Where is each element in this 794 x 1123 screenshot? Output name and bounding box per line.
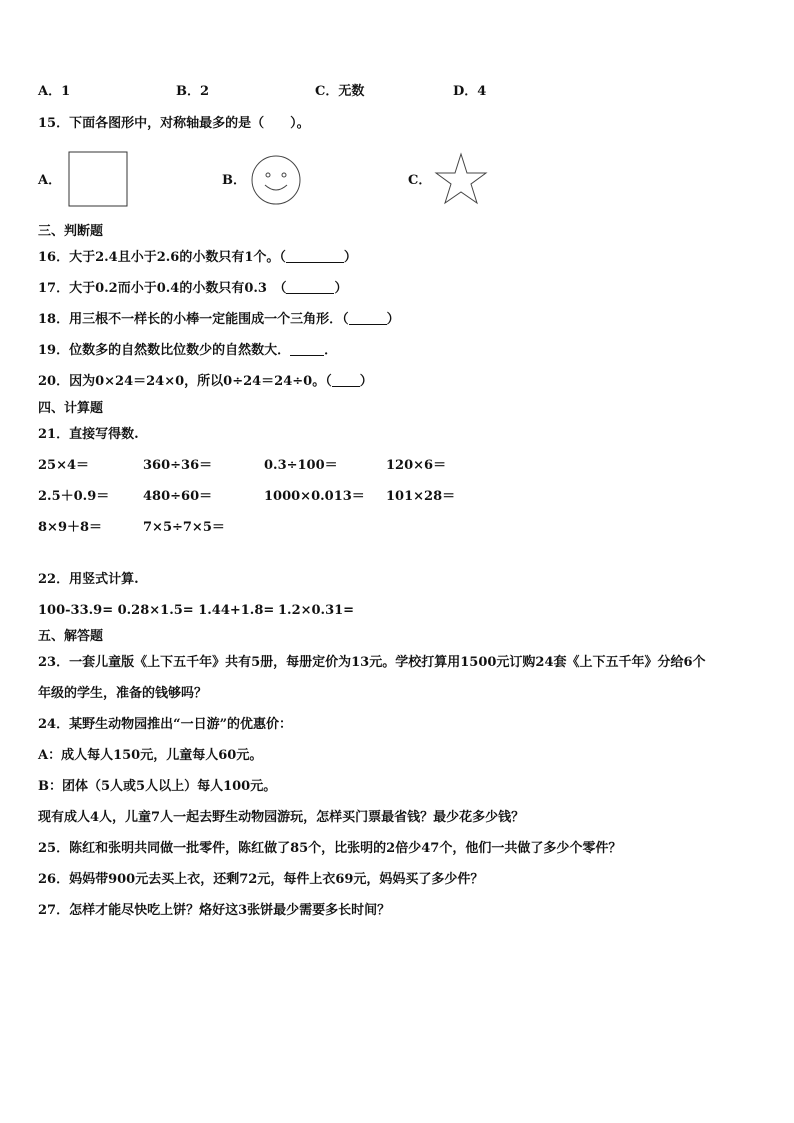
q17: 17．大于0.2而小于0.4的小数只有0.3 （ ） (38, 281, 348, 296)
q18-text: 18．用三根不一样长的小棒一定能围成一个三角形．（ (38, 312, 349, 327)
q15-label-a: A． (38, 173, 62, 188)
q21-r1-c1: 25×4＝ (38, 458, 90, 473)
q21-r2-c3: 1000×0.013＝ (264, 489, 365, 504)
q17-answer-blank[interactable] (286, 293, 334, 294)
q21-r2-c1: 2.5＋0.9＝ (38, 489, 110, 504)
smiley-face-figure (250, 154, 302, 206)
q19: 19．位数多的自然数比位数少的自然数大． ． (38, 343, 338, 358)
q21-r2-c2: 480÷60＝ (143, 489, 213, 504)
q24-option-a: A：成人每人150元，儿童每人60元。 (38, 748, 263, 763)
q14-option-a: A．1 (38, 84, 71, 99)
section-heading-true-false: 三、判断题 (38, 224, 104, 239)
q15-label-c: C． (408, 173, 432, 188)
q14-option-c: C．无数 (315, 84, 365, 99)
q23-line-1: 23．一套儿童版《上下五千年》共有5册，每册定价为13元。学校打算用1500元订购24套《上下五千年》分给6个 (38, 655, 706, 670)
q17-text: 17．大于0.2而小于0.4的小数只有0.3 （ (38, 281, 287, 296)
q21-r3-c2: 7×5÷7×5＝ (143, 520, 225, 535)
q20-text: 20．因为0×24＝24×0，所以0÷24＝24÷0。（ (38, 374, 332, 389)
q15-label-b: B． (222, 173, 246, 188)
q14-option-d: D．4 (453, 84, 487, 99)
q18-answer-blank[interactable] (349, 324, 387, 325)
q20: 20．因为0×24＝24×0，所以0÷24＝24÷0。（ ） (38, 374, 373, 389)
q21-r1-c4: 120×6＝ (386, 458, 447, 473)
section-heading-word-problems: 五、解答题 (38, 629, 104, 644)
q15-stem: 15．下面各图形中，对称轴最多的是（ ）。 (38, 116, 310, 131)
q24-stem: 24．某野生动物园推出“一日游”的优惠价： (38, 717, 293, 732)
q26: 26．妈妈带900元去买上衣，还剩72元，每件上衣69元，妈妈买了多少件？ (38, 872, 484, 887)
q14-option-b: B．2 (176, 84, 210, 99)
q24-option-b: B：团体（5人或5人以上）每人100元。 (38, 779, 277, 794)
q19-text: 19．位数多的自然数比位数少的自然数大． (38, 343, 291, 358)
q27: 27．怎样才能尽快吃上饼？烙好这3张饼最少需要多长时间？ (38, 903, 391, 918)
q22-line-a: 100-33.9= 0.28×1.5= 1.44+1.8= (38, 603, 275, 618)
q16: 16．大于2.4且小于2.6的小数只有1个。（ ） (38, 250, 357, 265)
q25: 25．陈红和张明共同做一批零件，陈红做了85个，比张明的2倍少47个，他们一共做了多少个零件？ (38, 841, 622, 856)
q21-stem: 21．直接写得数. (38, 427, 139, 442)
q20-answer-blank[interactable] (332, 386, 360, 387)
q18: 18．用三根不一样长的小棒一定能围成一个三角形．（ ） (38, 312, 400, 327)
square-figure (66, 150, 130, 208)
section-heading-calculation: 四、计算题 (38, 401, 104, 416)
q16-answer-blank[interactable] (286, 262, 344, 263)
q23-line-2: 年级的学生，准备的钱够吗？ (38, 686, 208, 701)
q21-r1-c3: 0.3÷100＝ (264, 458, 338, 473)
q16-text: 16．大于2.4且小于2.6的小数只有1个。（ (38, 250, 286, 265)
q21-r3-c1: 8×9＋8＝ (38, 520, 103, 535)
q21-r2-c4: 101×28＝ (386, 489, 456, 504)
q24-question: 现有成人4人，儿童7人一起去野生动物园游玩，怎样买门票最省钱？最少花多少钱？ (38, 810, 525, 825)
q21-r1-c2: 360÷36＝ (143, 458, 213, 473)
star-figure (434, 152, 488, 206)
q22-stem: 22．用竖式计算. (38, 572, 139, 587)
q19-answer-blank[interactable] (290, 355, 324, 356)
q22-line-b: 1.2×0.31= (278, 603, 355, 618)
